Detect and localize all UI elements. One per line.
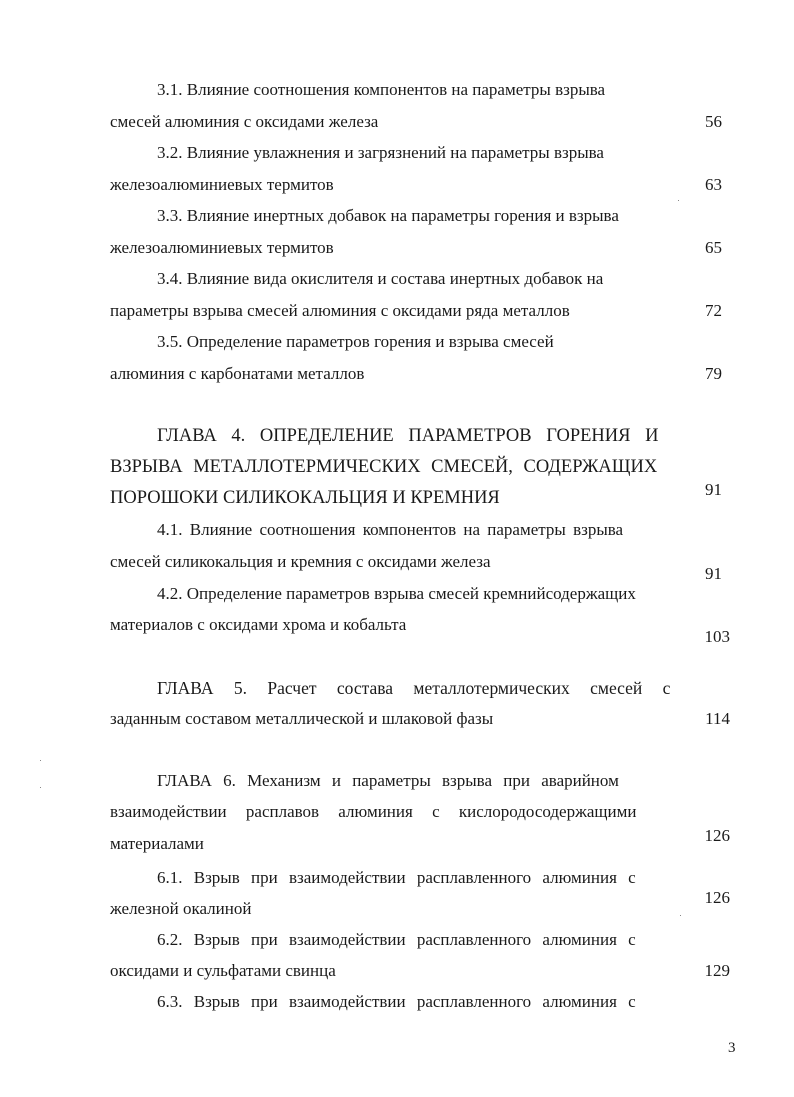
scan-speck	[678, 200, 679, 201]
toc-entry-title-cont: параметры взрыва смесей алюминия с оксидами ряда металлов	[110, 301, 570, 320]
toc-entry-title-cont: алюминия с карбонатами металлов	[110, 364, 365, 383]
chapter-title-cont: взаимодействии расплавов алюминия с кислородосодержащими	[110, 802, 637, 821]
toc-entry-title-cont: железоалюминиевых термитов	[110, 175, 334, 194]
chapter-title-cont: материалами	[110, 834, 204, 853]
toc-page-number: 65	[705, 238, 722, 257]
chapter-title-cont: ВЗРЫВА МЕТАЛЛОТЕРМИЧЕСКИХ СМЕСЕЙ, СОДЕРЖАЩИХ	[110, 457, 658, 477]
scan-speck	[40, 760, 41, 761]
page-number: 3	[728, 1040, 736, 1056]
chapter-title: ГЛАВА 4. ОПРЕДЕЛЕНИЕ ПАРАМЕТРОВ ГОРЕНИЯ И	[157, 426, 659, 446]
chapter-title: ГЛАВА 6. Механизм и параметры взрыва при аварийном	[157, 771, 619, 790]
toc-entry-title-cont: смесей силикокальция и кремния с оксидами железа	[110, 552, 491, 571]
toc-entry-title-cont: оксидами и сульфатами свинца	[110, 961, 336, 980]
toc-entry-title-cont: железоалюминиевых термитов	[110, 238, 334, 257]
chapter-title-cont: заданным составом металлической и шлаковой фазы	[110, 709, 494, 728]
toc-page-number: 63	[705, 175, 722, 194]
toc-page-number: 72	[705, 301, 722, 320]
toc-entry-title-cont: материалов с оксидами хрома и кобальта	[110, 615, 407, 634]
toc-entry-title-cont: железной окалиной	[110, 899, 252, 918]
toc-entry-title: 6.1. Взрыв при взаимодействии расплавленного алюминия с	[157, 868, 636, 887]
toc-page-number: 91	[705, 564, 722, 583]
chapter-title-cont: ПОРОШОКИ СИЛИКОКАЛЬЦИЯ И КРЕМНИЯ	[110, 488, 500, 508]
toc-entry-title: 3.1. Влияние соотношения компонентов на параметры взрыва	[157, 80, 606, 99]
toc-entry-title: 6.2. Взрыв при взаимодействии расплавленного алюминия с	[157, 930, 636, 949]
chapter-title: ГЛАВА 5. Расчет состава металлотермических смесей с	[157, 678, 671, 698]
toc-page-number: 114	[705, 709, 730, 728]
toc-entry-title: 3.5. Определение параметров горения и взрыва смесей	[157, 332, 554, 351]
scan-speck	[40, 787, 41, 788]
toc-entry-title: 4.1. Влияние соотношения компонентов на параметры взрыва	[157, 520, 624, 539]
toc-page-number: 126	[704, 826, 730, 845]
toc-page-number: 56	[705, 112, 722, 131]
toc-page-number: 103	[704, 627, 730, 646]
toc-entry-title: 4.2. Определение параметров взрыва смесей кремнийсодержащих	[157, 584, 636, 603]
toc-page-number: 91	[705, 480, 722, 499]
toc-page-number: 126	[704, 888, 730, 907]
toc-entry-title: 3.2. Влияние увлажнения и загрязнений на параметры взрыва	[157, 143, 604, 162]
toc-entry-title-cont: смесей алюминия с оксидами железа	[110, 112, 379, 131]
toc-entry-title: 3.4. Влияние вида окислителя и состава инертных добавок на	[157, 269, 604, 288]
toc-entry-title: 3.3. Влияние инертных добавок на параметры горения и взрыва	[157, 206, 619, 225]
toc-entry-title: 6.3. Взрыв при взаимодействии расплавленного алюминия с	[157, 992, 636, 1011]
toc-page-number: 79	[705, 364, 722, 383]
toc-page-number: 129	[704, 961, 730, 980]
scan-speck	[680, 915, 681, 916]
